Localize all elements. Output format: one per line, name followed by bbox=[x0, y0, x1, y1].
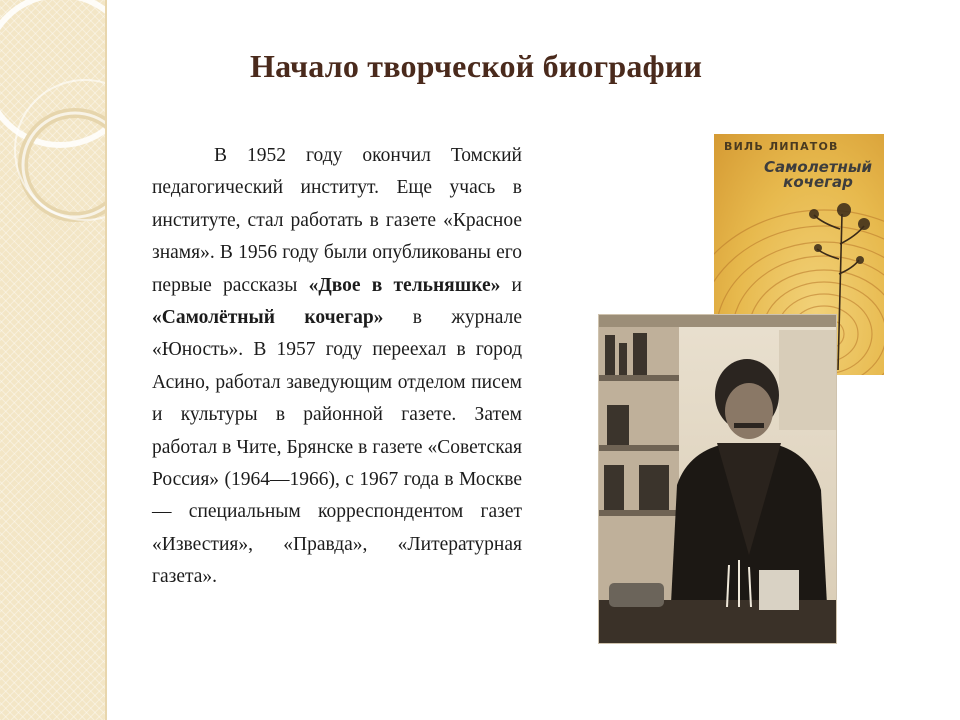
paragraph-conjunction: и bbox=[500, 274, 522, 296]
band-edge-divider bbox=[105, 0, 107, 720]
author-portrait-photo bbox=[599, 315, 836, 643]
decorative-rings bbox=[0, 0, 105, 720]
decorative-left-band bbox=[0, 0, 105, 720]
paragraph-part-1: В 1952 году окончил Томский педагогический институт. Еще учась в институте, стал работать в газете «Красное знамя». В 1956 году были опубликованы его первые рассказы bbox=[152, 145, 522, 296]
book-author: ВИЛЬ ЛИПАТОВ bbox=[724, 140, 839, 153]
portrait-illustration bbox=[599, 315, 836, 643]
slide-title: Начало творческой биографии bbox=[250, 48, 703, 84]
story-title-1: «Двое в тельняшке» bbox=[308, 274, 501, 296]
book-title-line-2: кочегар bbox=[783, 173, 853, 191]
story-title-2: «Самолётный кочегар» bbox=[152, 307, 384, 329]
biography-paragraph bbox=[152, 140, 522, 594]
book-title bbox=[758, 160, 878, 190]
book-title-line-1: Самолетный bbox=[764, 158, 872, 176]
paragraph-part-2: в журнале «Юность». В 1957 году переехал в город Асино, работал заведующим отделом писем и культуры в районной газете. Затем работал в Чите, Брянске в газете «Советская Россия» (1964—1966), с 1967 года в Москве — специальным корреспондентом газет «Известия», «Правда», «Литературная газета». bbox=[152, 307, 522, 588]
biography-text bbox=[152, 140, 522, 594]
